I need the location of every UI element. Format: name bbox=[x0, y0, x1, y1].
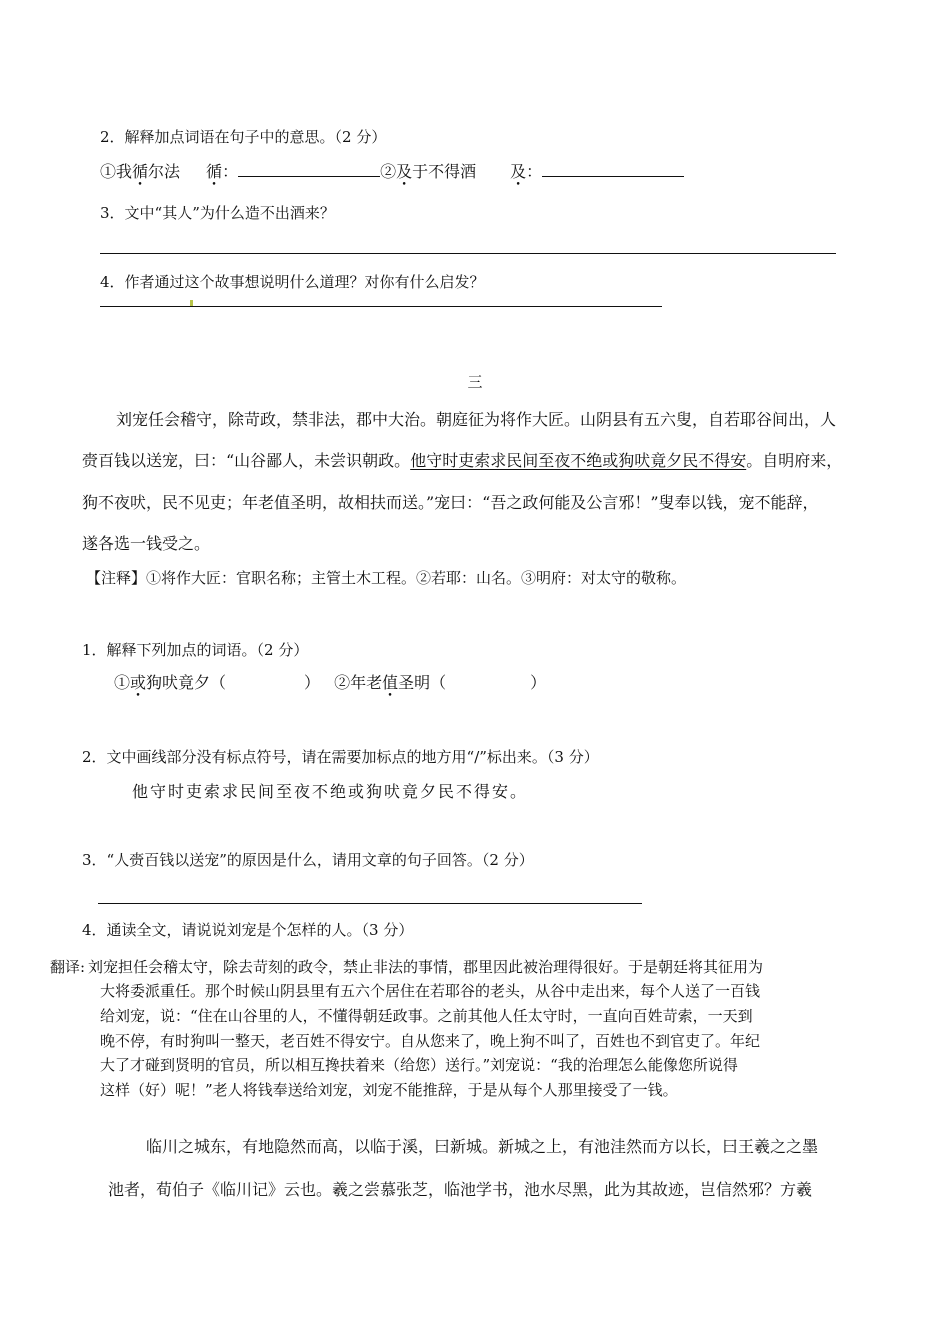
dotted-word: 循 bbox=[132, 162, 149, 181]
item-b-suffix: 于不得酒 bbox=[412, 162, 477, 181]
answer-line[interactable] bbox=[98, 903, 642, 904]
answer-blank-b[interactable] bbox=[542, 160, 684, 177]
translation-label: 翻译: bbox=[50, 958, 86, 976]
passage-text: 。自明府来， bbox=[746, 451, 843, 470]
question-4: 4．作者通过这个故事想说明什么道理？对你有什么启发？ bbox=[100, 273, 485, 291]
stray-mark bbox=[190, 300, 193, 306]
section-heading: 三 bbox=[467, 373, 483, 391]
passage-line: 狗不夜吠，民不见吏；年老值圣明，故相扶而送。”宠曰：“吾之政何能及公言邪！”叟奉以钱，宠不能辞， bbox=[82, 493, 819, 512]
sentence-to-punctuate: 他守时吏索求民间至夜不绝或狗吠竟夕民不得安。 bbox=[132, 782, 529, 801]
item-a-prefix: ①我 bbox=[100, 162, 133, 181]
answer-line[interactable] bbox=[100, 253, 836, 254]
item-a-key: 循 bbox=[206, 162, 223, 181]
question-3: 3．文中“其人”为什么造不出酒来？ bbox=[100, 204, 335, 222]
answer-line[interactable] bbox=[100, 306, 662, 307]
translation-line: 晚不停，有时狗叫一整天，老百姓不得安宁。自从您来了，晚上狗不叫了，百姓也不到官吏了。年纪 bbox=[100, 1032, 761, 1050]
question-2-punctuation: 2．文中画线部分没有标点符号，请在需要加标点的地方用“/”标出来。（3 分） bbox=[82, 748, 599, 766]
answer-blank-a[interactable] bbox=[238, 160, 380, 177]
underlined-sentence: 他守时吏索求民间至夜不绝或狗吠竟夕民不得安 bbox=[410, 451, 747, 470]
passage-line: 遂各选一钱受之。 bbox=[82, 534, 211, 553]
question-2-explain: 2．解释加点词语在句子中的意思。（2 分） bbox=[100, 128, 387, 146]
item-a-close: ） bbox=[304, 673, 321, 692]
passage-line: 临川之城东，有地隐然而高，以临于溪，曰新城。新城之上，有池洼然而方以长，曰王羲之之墨 bbox=[146, 1137, 819, 1156]
dotted-word: 及 bbox=[396, 162, 413, 181]
annotation bbox=[86, 568, 686, 588]
dotted-word: 或 bbox=[130, 673, 147, 692]
passage-line: 刘宠任会稽守，除苛政，禁非法，郡中大治。朝庭征为将作大匠。山阴县有五六叟，自若耶谷间出，人 bbox=[116, 410, 837, 429]
item-a-suffix: 尔法 bbox=[148, 162, 181, 181]
annotation-label: 【注释】 bbox=[86, 569, 147, 587]
item-b-prefix: ②年老 bbox=[334, 673, 383, 692]
translation-line: 大将委派重任。那个时候山阴县里有五六个居住在若耶谷的老头，从谷中走出来，每个人送了一百钱 bbox=[100, 982, 761, 1000]
answer-blank-a[interactable] bbox=[226, 672, 304, 688]
translation-line: 这样（好）呢！”老人将钱奉送给刘宠，刘宠不能推辞，于是从每个人那里接受了一钱。 bbox=[100, 1081, 678, 1099]
question-1-items bbox=[114, 672, 546, 693]
question-4-character: 4．通读全文，请说说刘宠是个怎样的人。（3 分） bbox=[82, 921, 414, 939]
item-a-prefix: ① bbox=[114, 673, 131, 692]
passage-line: 池者，荀伯子《临川记》云也。羲之尝慕张芝，临池学书，池水尽黑，此为其故迹，岂信然邪？方羲 bbox=[108, 1180, 813, 1199]
item-b-key: 及 bbox=[510, 162, 527, 181]
item-b-suffix: 圣明（ bbox=[398, 673, 447, 692]
translation-line: 给刘宠，说：“住在山谷里的人，不懂得朝廷政事。之前其他人任太守时，一直向百姓苛索，一天到 bbox=[100, 1007, 753, 1025]
translation-line: 刘宠担任会稽太守，除去苛刻的政令，禁止非法的事情，郡里因此被治理得很好。于是朝廷将其征用为 bbox=[88, 958, 764, 976]
answer-blank-b[interactable] bbox=[446, 672, 530, 688]
question-2-items bbox=[100, 160, 684, 182]
annotation-text: ①将作大匠：官职名称；主管土木工程。②若耶：山名。③明府：对太守的敬称。 bbox=[146, 569, 687, 587]
passage-text: 赍百钱以送宠，曰：“山谷鄙人，未尝识朝政。 bbox=[82, 451, 411, 470]
question-1: 1．解释下列加点的词语。（2 分） bbox=[82, 641, 309, 659]
question-3-reason: 3．“人赍百钱以送宠”的原因是什么，请用文章的句子回答。（2 分） bbox=[82, 851, 534, 869]
item-b-prefix: ② bbox=[380, 162, 397, 181]
item-a-colon: ： bbox=[222, 162, 239, 181]
item-b-close: ） bbox=[530, 673, 547, 692]
passage-line bbox=[82, 451, 842, 471]
dotted-word: 值 bbox=[382, 673, 399, 692]
item-b-colon: ： bbox=[526, 162, 543, 181]
translation-line: 大了才碰到贤明的官员，所以相互搀扶着来（给您）送行。”刘宠说：“我的治理怎么能像您所说得 bbox=[100, 1056, 738, 1074]
item-a-suffix: 狗吠竟夕（ bbox=[146, 673, 227, 692]
